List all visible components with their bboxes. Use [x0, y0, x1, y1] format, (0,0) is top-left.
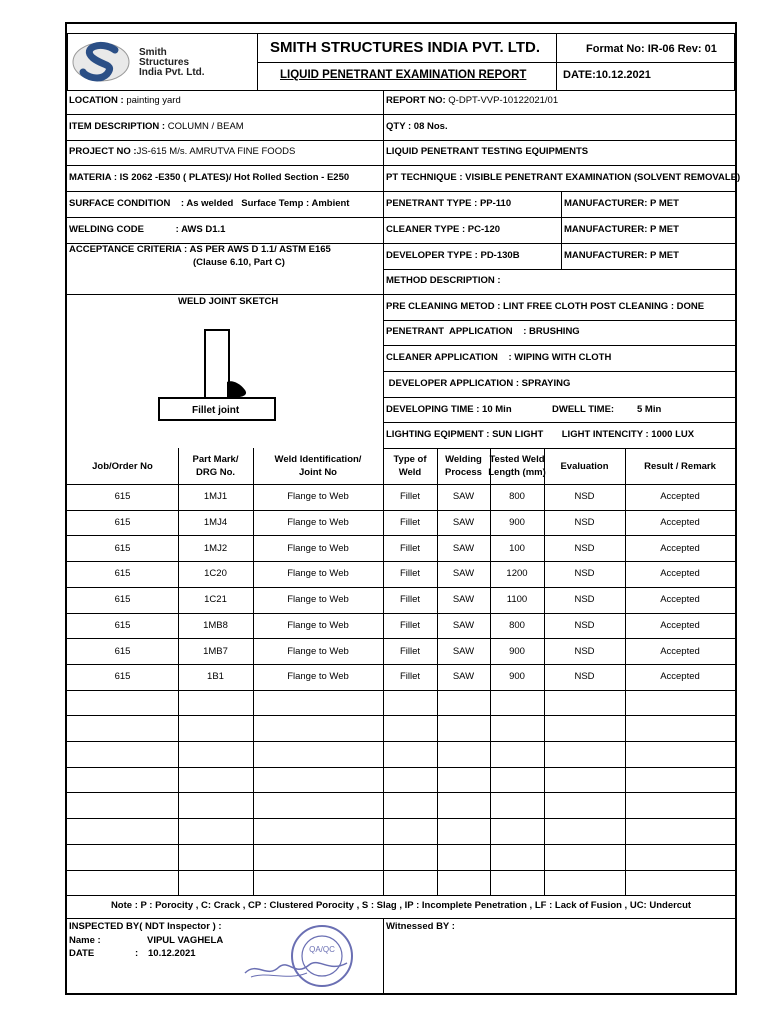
- table-cell: [544, 715, 625, 741]
- table-cell: [178, 844, 253, 870]
- grid-line: [383, 345, 735, 346]
- table-cell: [383, 741, 437, 767]
- table-row-line: [67, 510, 735, 511]
- qa-qc-stamp-icon: [237, 921, 367, 991]
- grid-line: [67, 33, 68, 90]
- table-cell: [625, 870, 735, 896]
- table-header-cell: Part Mark/ DRG No.: [192, 454, 239, 478]
- table-header-cell: Tested Weld Length (mm): [488, 454, 546, 478]
- table-cell: [437, 818, 490, 844]
- table-cell: Accepted: [660, 645, 700, 657]
- table-cell: [67, 870, 178, 896]
- logo-icon: [71, 40, 131, 84]
- witnessed-by-label: Witnessed BY :: [386, 921, 455, 932]
- table-cell: [383, 690, 437, 716]
- grid-line: [383, 269, 735, 270]
- cleaner-type-field: CLEANER TYPE : PC-120: [386, 224, 501, 235]
- table-cell: 1100: [506, 594, 528, 606]
- penetrant-type-field: PENETRANT TYPE : PP-110: [386, 198, 512, 209]
- company-logo: [71, 38, 253, 86]
- table-column-line: [253, 448, 254, 895]
- table-column-line: [490, 448, 491, 895]
- table-cell: [67, 767, 178, 793]
- table-cell: [67, 741, 178, 767]
- table-cell: Accepted: [660, 517, 700, 529]
- table-cell: Accepted: [660, 491, 700, 503]
- table-row-line: [67, 844, 735, 845]
- table-cell: SAW: [452, 568, 475, 580]
- logo-text-line-3: India Pvt. Ltd.: [139, 67, 205, 78]
- table-cell: SAW: [452, 517, 475, 529]
- table-cell: [544, 792, 625, 818]
- acceptance-criteria-line-2: (Clause 6.10, Part C): [193, 257, 285, 268]
- table-cell: NSD: [574, 517, 595, 529]
- developing-time-field: DEVELOPING TIME : 10 Min: [386, 404, 512, 415]
- developer-type-field: DEVELOPER TYPE : PD-130B: [386, 250, 520, 261]
- table-cell: [544, 818, 625, 844]
- dwell-time-value: 5 Min: [637, 404, 662, 415]
- grid-line: [383, 217, 735, 218]
- format-number: Format No: IR-06 Rev: 01: [586, 43, 717, 55]
- table-cell: [253, 690, 383, 716]
- legend-note: Note : P : Porocity , C: Crack , CP : Clustered Porocity , S : Slag , IP : Incomplete Penetration , LF : Lack of Fusion , UC: Undercut: [110, 900, 692, 911]
- table-cell: [625, 715, 735, 741]
- table-cell: 615: [114, 645, 131, 657]
- manufacturer-divider: [561, 191, 562, 269]
- table-cell: [383, 844, 437, 870]
- table-cell: 1C21: [204, 594, 227, 606]
- report-number-field: [386, 95, 558, 107]
- footer-divider: [383, 918, 384, 995]
- table-cell: NSD: [574, 542, 595, 554]
- table-cell: [490, 844, 544, 870]
- table-cell: [490, 792, 544, 818]
- grid-line: [67, 191, 383, 192]
- table-cell: Accepted: [660, 619, 700, 631]
- grid-line: [383, 422, 735, 423]
- table-cell: [253, 870, 383, 896]
- equipments-heading: LIQUID PENETRANT TESTING EQUIPMENTS: [386, 146, 589, 157]
- table-cell: 615: [114, 491, 131, 503]
- table-row-line: [67, 818, 735, 819]
- table-cell: NSD: [574, 645, 595, 657]
- table-cell: [437, 844, 490, 870]
- table-cell: Flange to Web: [287, 619, 349, 631]
- table-header-cell: Welding Process: [445, 454, 482, 478]
- table-cell: 900: [509, 517, 525, 529]
- table-cell: [490, 741, 544, 767]
- table-cell: [544, 741, 625, 767]
- developer-application-field: DEVELOPER APPLICATION : SPRAYING: [386, 378, 571, 389]
- footer-top-line: [67, 918, 735, 919]
- location-field: [69, 95, 181, 107]
- table-cell: [437, 690, 490, 716]
- table-cell: Fillet: [399, 671, 421, 683]
- table-cell: SAW: [452, 671, 475, 683]
- table-cell: SAW: [452, 645, 475, 657]
- table-cell: [253, 818, 383, 844]
- project-field: [69, 146, 295, 158]
- grid-line: [383, 191, 735, 192]
- table-column-line: [544, 448, 545, 895]
- table-cell: [544, 870, 625, 896]
- logo-text-line-2: Structures: [139, 57, 190, 68]
- table-cell: [178, 767, 253, 793]
- table-cell: [544, 767, 625, 793]
- table-cell: [253, 767, 383, 793]
- table-cell: [437, 792, 490, 818]
- table-cell: [437, 715, 490, 741]
- table-cell: [490, 767, 544, 793]
- table-cell: [625, 818, 735, 844]
- grid-line: [383, 320, 735, 321]
- table-row-line: [67, 895, 735, 896]
- grid-line: [383, 371, 735, 372]
- table-cell: Flange to Web: [287, 491, 349, 503]
- logo-text-line-1: Smith: [139, 47, 167, 58]
- table-cell: NSD: [574, 619, 595, 631]
- grid-line: [556, 62, 735, 63]
- table-cell: Accepted: [660, 542, 700, 554]
- table-cell: 615: [114, 619, 131, 631]
- table-cell: [178, 870, 253, 896]
- surface-condition-field: SURFACE CONDITION : As welded Surface Temp : Ambient: [69, 198, 350, 209]
- table-cell: Fillet: [399, 594, 421, 606]
- grid-line: [383, 448, 735, 449]
- table-cell: 1MJ1: [203, 491, 228, 503]
- table-cell: [178, 715, 253, 741]
- table-cell: 615: [114, 594, 131, 606]
- table-header-cell: Result / Remark: [644, 460, 716, 472]
- inspection-date-colon: :: [135, 948, 139, 959]
- table-cell: NSD: [574, 491, 595, 503]
- grid-line: [383, 294, 735, 295]
- table-cell: 615: [114, 542, 131, 554]
- table-cell: Fillet: [399, 645, 421, 657]
- table-cell: [383, 715, 437, 741]
- pre-cleaning-field: PRE CLEANING METOD : LINT FREE CLOTH POST CLEANING : DONE: [386, 301, 705, 312]
- project-label: PROJECT NO :: [69, 146, 137, 157]
- table-cell: 615: [114, 568, 131, 580]
- table-cell: Accepted: [660, 671, 700, 683]
- table-cell: [178, 741, 253, 767]
- table-cell: Flange to Web: [287, 517, 349, 529]
- report-number-value: Q-DPT-VVP-10122021/01: [448, 95, 559, 106]
- table-cell: 1C20: [204, 568, 227, 580]
- table-cell: 1MJ2: [203, 542, 228, 554]
- table-cell: Fillet: [399, 491, 421, 503]
- table-cell: 100: [509, 542, 525, 554]
- inspector-name-label: Name :: [69, 935, 101, 946]
- table-column-line: [383, 448, 384, 895]
- report-number-label: REPORT NO:: [386, 95, 446, 106]
- table-cell: 1MB7: [203, 645, 228, 657]
- table-cell: [383, 818, 437, 844]
- table-cell: [544, 690, 625, 716]
- material-field: MATERIA : IS 2062 -E350 ( PLATES)/ Hot Rolled Section - E250: [69, 172, 350, 183]
- grid-line: [67, 294, 383, 295]
- item-description-field: [69, 121, 244, 133]
- grid-line: [383, 114, 735, 115]
- table-cell: Accepted: [660, 568, 700, 580]
- table-cell: 1MJ4: [203, 517, 228, 529]
- table-cell: [625, 767, 735, 793]
- table-cell: 900: [509, 645, 525, 657]
- table-column-line: [437, 448, 438, 895]
- table-cell: 615: [114, 671, 131, 683]
- table-header-cell: Weld Identification/ Joint No: [274, 454, 362, 478]
- table-cell: SAW: [452, 594, 475, 606]
- developer-manufacturer-field: MANUFACTURER: P MET: [564, 250, 679, 261]
- quantity-field: QTY : 08 Nos.: [386, 121, 448, 132]
- table-cell: [178, 792, 253, 818]
- location-value: painting yard: [126, 95, 181, 106]
- item-description-label: ITEM DESCRIPTION :: [69, 121, 166, 132]
- info-center-divider: [383, 90, 384, 448]
- table-cell: 800: [509, 619, 525, 631]
- table-cell: [253, 844, 383, 870]
- table-cell: [490, 715, 544, 741]
- table-cell: Flange to Web: [287, 645, 349, 657]
- table-row-line: [67, 870, 735, 871]
- report-date: DATE:10.12.2021: [563, 69, 651, 81]
- grid-line: [383, 397, 735, 398]
- table-cell: Fillet: [399, 542, 421, 554]
- table-cell: [490, 818, 544, 844]
- table-row-line: [67, 613, 735, 614]
- grid-line: [383, 243, 735, 244]
- table-cell: [383, 792, 437, 818]
- table-cell: [253, 715, 383, 741]
- table-cell: [544, 844, 625, 870]
- table-cell: Fillet: [399, 517, 421, 529]
- table-row-line: [67, 715, 735, 716]
- table-row-line: [67, 792, 735, 793]
- table-cell: Flange to Web: [287, 568, 349, 580]
- grid-line: [67, 217, 383, 218]
- grid-line: [67, 243, 383, 244]
- grid-line: [67, 165, 383, 166]
- method-description-field: METHOD DESCRIPTION :: [386, 275, 501, 286]
- table-cell: NSD: [574, 568, 595, 580]
- table-cell: 1MB8: [203, 619, 228, 631]
- pt-technique-field: PT TECHNIQUE : VISIBLE PENETRANT EXAMINATION (SOLVENT REMOVALE): [386, 172, 741, 183]
- table-row-line: [67, 664, 735, 665]
- report-sheet: [65, 22, 741, 995]
- inspector-name-value: VIPUL VAGHELA: [147, 935, 224, 946]
- table-cell: Flange to Web: [287, 671, 349, 683]
- table-cell: 1B1: [207, 671, 224, 683]
- report-title: LIQUID PENETRANT EXAMINATION REPORT: [280, 69, 527, 81]
- stamp-text: QA/QC: [309, 945, 335, 954]
- table-cell: [67, 690, 178, 716]
- table-cell: [625, 844, 735, 870]
- table-cell: [178, 690, 253, 716]
- grid-line: [67, 33, 735, 34]
- grid-line: [67, 114, 383, 115]
- table-cell: [383, 870, 437, 896]
- table-header-cell: Type of Weld: [393, 454, 427, 478]
- table-cell: Fillet: [399, 568, 421, 580]
- item-description-value: COLUMN / BEAM: [167, 121, 244, 132]
- cleaner-manufacturer-field: MANUFACTURER: P MET: [564, 224, 679, 235]
- project-value: JS-615 M/s. AMRUTVA FINE FOODS: [136, 146, 296, 157]
- table-cell: 800: [509, 491, 525, 503]
- table-cell: NSD: [574, 594, 595, 606]
- table-cell: [625, 690, 735, 716]
- inspected-by-label: INSPECTED BY( NDT Inspector ) :: [69, 921, 222, 932]
- table-cell: [67, 715, 178, 741]
- grid-line: [257, 62, 556, 63]
- table-cell: [383, 767, 437, 793]
- table-cell: [67, 792, 178, 818]
- table-header-cell: Evaluation: [560, 460, 609, 472]
- table-header-cell: Job/Order No: [92, 460, 153, 472]
- table-row-line: [67, 741, 735, 742]
- location-label: LOCATION :: [69, 95, 124, 106]
- company-name: SMITH STRUCTURES INDIA PVT. LTD.: [270, 39, 540, 56]
- grid-line: [383, 140, 735, 141]
- table-cell: 900: [509, 671, 525, 683]
- table-cell: [437, 767, 490, 793]
- acceptance-criteria-line-1: ACCEPTANCE CRITERIA : AS PER AWS D 1.1/ ASTM E165: [69, 244, 331, 255]
- table-cell: [490, 690, 544, 716]
- table-cell: Flange to Web: [287, 542, 349, 554]
- table-header-bottom: [67, 484, 735, 485]
- table-cell: Accepted: [660, 594, 700, 606]
- table-cell: SAW: [452, 491, 475, 503]
- penetrant-manufacturer-field: MANUFACTURER: P MET: [564, 198, 679, 209]
- table-row-line: [67, 587, 735, 588]
- table-cell: Fillet: [399, 619, 421, 631]
- table-column-line: [178, 448, 179, 895]
- table-cell: [253, 792, 383, 818]
- header-bottom-line: [67, 90, 735, 91]
- table-cell: [437, 870, 490, 896]
- table-cell: [178, 818, 253, 844]
- table-cell: SAW: [452, 619, 475, 631]
- table-cell: NSD: [574, 671, 595, 683]
- table-cell: SAW: [452, 542, 475, 554]
- welding-code-field: WELDING CODE : AWS D1.1: [69, 224, 226, 235]
- grid-line: [67, 140, 383, 141]
- table-row-line: [67, 638, 735, 639]
- table-cell: 1200: [506, 568, 528, 580]
- inspection-date-value: 10.12.2021: [148, 948, 196, 959]
- table-cell: [490, 870, 544, 896]
- table-cell: [625, 741, 735, 767]
- penetrant-application-field: PENETRANT APPLICATION : BRUSHING: [386, 326, 580, 337]
- table-cell: [67, 818, 178, 844]
- table-row-line: [67, 690, 735, 691]
- cleaner-application-field: CLEANER APPLICATION : WIPING WITH CLOTH: [386, 352, 612, 363]
- grid-line: [383, 165, 735, 166]
- table-cell: 615: [114, 517, 131, 529]
- table-cell: [625, 792, 735, 818]
- table-row-line: [67, 561, 735, 562]
- table-column-line: [625, 448, 626, 895]
- weld-sketch-title: WELD JOINT SKETCH: [178, 296, 279, 307]
- table-cell: [253, 741, 383, 767]
- inspection-date-label: DATE: [69, 948, 95, 959]
- table-row-line: [67, 767, 735, 768]
- fillet-joint-label: Fillet joint: [192, 405, 240, 416]
- lighting-equipment-field: LIGHTING EQIPMENT : SUN LIGHT LIGHT INTENCITY : 1000 LUX: [386, 429, 695, 440]
- table-cell: [437, 741, 490, 767]
- table-cell: [67, 844, 178, 870]
- table-row-line: [67, 535, 735, 536]
- table-cell: Flange to Web: [287, 594, 349, 606]
- dwell-time-label: DWELL TIME:: [552, 404, 615, 415]
